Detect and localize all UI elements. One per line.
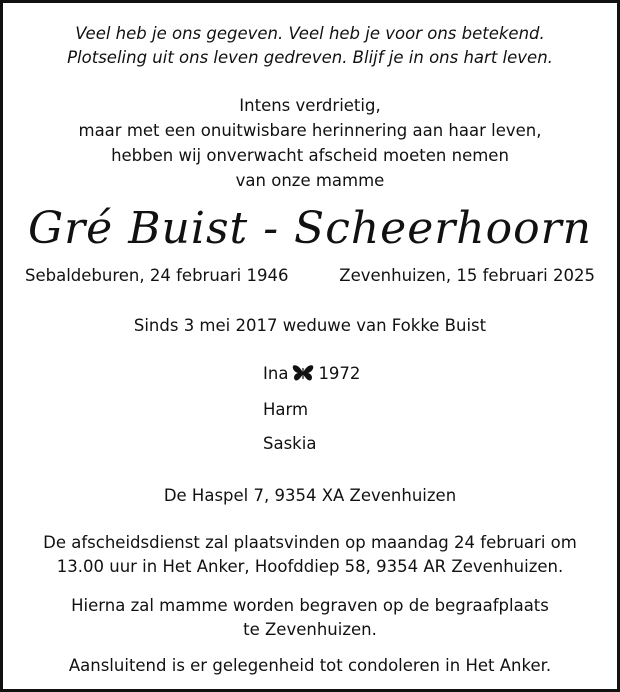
address: De Haspel 7, 9354 XA Zevenhuizen xyxy=(163,486,457,505)
widow-line: Sinds 3 mei 2017 weduwe van Fokke Buist xyxy=(133,316,487,335)
deceased-name: Gré Buist - Scheerhoorn xyxy=(28,203,592,254)
child-year: 1972 xyxy=(318,364,361,383)
death-place-date: Zevenhuizen, 15 februari 2025 xyxy=(339,266,595,285)
service-line-2: 13.00 uur in Het Anker, Hoofddiep 58, 9354 AR Zevenhuizen. xyxy=(56,557,564,576)
intro-line-3: hebben wij onverwacht afscheid moeten nemen xyxy=(111,146,509,165)
butterfly-icon xyxy=(292,364,314,388)
birth-place-date: Sebaldeburen, 24 februari 1946 xyxy=(25,266,289,285)
poem-line-1: Veel heb je ons gegeven. Veel heb je voor ons betekend. xyxy=(75,24,545,43)
service-line-1: De afscheidsdienst zal plaatsvinden op maandag 24 februari om xyxy=(43,533,577,552)
child-ina xyxy=(263,363,360,388)
intro-line-2: maar met een onuitwisbare herinnering aan haar leven, xyxy=(78,121,542,140)
burial-line-2: te Zevenhuizen. xyxy=(243,620,377,639)
child-saskia: Saskia xyxy=(263,434,317,453)
intro-line-4: van onze mamme xyxy=(235,171,385,190)
child-name: Ina xyxy=(263,364,289,383)
child-harm: Harm xyxy=(263,400,309,419)
intro-line-1: Intens verdrietig, xyxy=(239,96,381,115)
poem-line-2: Plotseling uit ons leven gedreven. Blijf je in ons hart leven. xyxy=(67,48,553,67)
burial-line-1: Hierna zal mamme worden begraven op de begraafplaats xyxy=(71,596,549,615)
condolence-line: Aansluitend is er gelegenheid tot condoleren in Het Anker. xyxy=(68,656,552,675)
